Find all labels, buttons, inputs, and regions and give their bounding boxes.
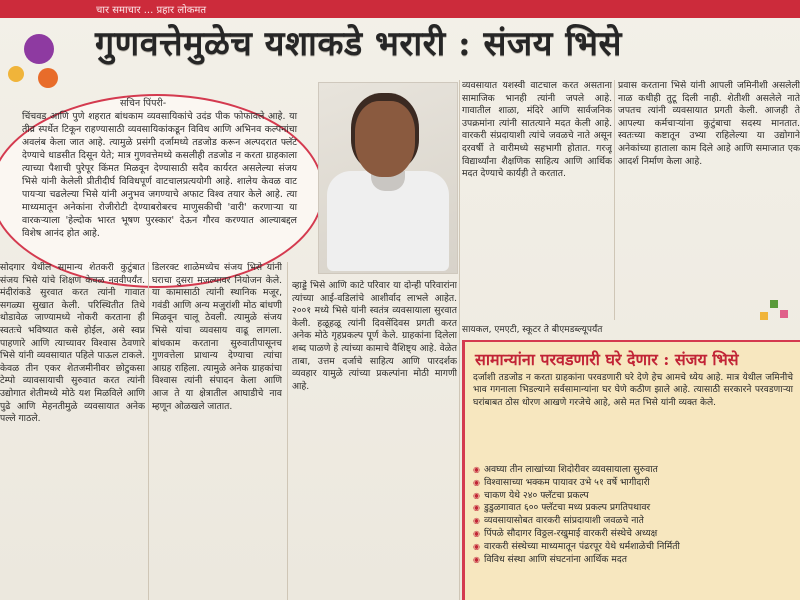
sidebar-list-item: ◉ व्यवसायासोबत वारकरी सांप्रदायाशी जवळचे नाते xyxy=(473,515,795,528)
sidebar-list xyxy=(473,464,795,566)
headline: गुणवत्तेमुळेच यशाकडे भरारी : संजय भिसे xyxy=(95,24,623,64)
decorative-square-yellow xyxy=(760,312,768,320)
column-text: डिलरक्ट शाळेमध्येच संजय भिसे यांनी घराचा दुसरा मजल्यावर नियोजन केले. या कामासाठी त्यांनी स्थानिक मजूर, गवंडी आणि अन्य मजुरांशी मोठ बांधणी मिळवून चालू ठेवली. त्यामुळे संजय भिसे यांचा व्यवसाय वाढू लागला. बांधकाम करताना सुरुवातीपासूनच गुणवत्तेला प्राधान्य देण्याचा त्यांचा आग्रह राहिला. त्यामुळे अनेक ग्राहकांचा विश्वास त्यांनी संपादन केला आणि आज ते या क्षेत्रातील आघाडीचे नाव म्हणून ओळखले जातात. xyxy=(152,262,282,412)
column-text: व्यवसायात यशस्वी वाटचाल करत असताना सामाजिक भानही त्यांनी जपले आहे. गावातील शाळा, मंदिरे आणि सार्वजनिक उपक्रमांना त्यांनी सातत्याने मदत केली आहे. वारकरी संप्रदायाशी त्यांचे जवळचे नाते असून दरवर्षी ते वारीमध्ये सहभागी होतात. गरजू विद्यार्थ्यांना शैक्षणिक साहित्य आणि आर्थिक मदत देण्याचे कार्यही ते करतात. xyxy=(462,80,612,180)
sidebar-list-item: ◉ अवघ्या तीन लाखांच्या शिदोरीवर व्यवसायाला सुरुवात xyxy=(473,464,795,477)
lead-text xyxy=(22,110,297,240)
column-divider xyxy=(287,262,288,600)
sidebar-list-item: ◉ वारकरी संस्थेच्या माध्यमातून पंढरपूर येथे धर्मशाळेची निर्मिती xyxy=(473,541,795,554)
sidebar-list-item: ◉ पिंपळे सौदागर विठ्ठल-रखुमाई वारकरी संस्थेचे अध्यक्ष xyxy=(473,528,795,541)
column-divider xyxy=(459,80,460,600)
decorative-square-pink xyxy=(780,310,788,318)
column-footer-line: सायकल, एमएटी, स्कूटर ते बीएमडब्ल्यूपर्यंत xyxy=(462,325,603,335)
top-strip xyxy=(0,0,800,18)
article-column-2 xyxy=(152,262,282,600)
article-column-1 xyxy=(0,262,145,600)
column-text: सोदगार येथील सामान्य शेतकरी कुटुंबात संजय भिसे यांचे शिक्षण केवळ नववीपर्यंत. मंदीरांकडे सुरवात करत त्यांनी गावात सगळ्या सुखात केली. परिस्थितीत तिथे थोडावेळ जाण्यामध्ये नोकरी करताना ही स्वतःचे भविष्यात कसे होईल, असे स्वप्न पाहणारे आणि त्याच्यावर विश्वास ठेवणारे भिसे यांनी व्यवसायात पहिले पाऊल टाकले. केवळ तीन एकर शेतजमीनीवर छोटुकसा टेम्पो व्यावसायाची सुरुवात करत त्यांनी उद्योगात शेतीमध्ये मोठे यश मिळविले आणि पुढे आणि मेहनतीमुळे व्यवसायात अनेक पल्ले गाठले. xyxy=(0,262,145,425)
decorative-square-green xyxy=(770,300,778,308)
bubble-purple xyxy=(24,34,54,64)
lead-dateline: सचिन पिंपरी- xyxy=(120,98,167,109)
column-divider xyxy=(614,80,615,320)
top-strip-label: चार समाचार ... प्रहार लोकमत xyxy=(96,5,207,16)
bubble-yellow xyxy=(8,66,24,82)
sidebar-list-item: ◉ विश्वासाच्या भक्कम पायावर उभे ५१ वर्षे भागीदारी xyxy=(473,477,795,490)
photo-face xyxy=(355,101,415,177)
column-text: व्हाड्डे भिसे आणि काटे परिवार या दोन्ही परिवारांना त्यांच्या आई-वडिलांचे आशीर्वाद लाभले आहेत. २००१ मध्ये भिसे यांनी स्वतंत्र व्यवसायाला सुरवात केली. हळूहळू त्यांनी दिवसेंदिवस प्रगती करत अनेक मोठे गृहप्रकल्प पूर्ण केले. ग्राहकांना दिलेला शब्द पाळणे हे त्यांच्या कामाचे वैशिष्ट्य आहे. वेळेत ताबा, उत्तम दर्जाचे साहित्य आणि पारदर्शक व्यवहार यामुळे त्यांच्या प्रकल्पांना मोठी मागणी आहे. xyxy=(292,280,457,392)
article-column-3 xyxy=(292,280,457,600)
sidebar-list-item: ◉ विविध संस्था आणि संघटनांना आर्थिक मदत xyxy=(473,554,795,567)
sidebar-title: सामान्यांना परवडणारी घरे देणार : संजय भिसे xyxy=(475,350,739,369)
sidebar-box xyxy=(462,340,800,600)
sidebar-list-item: ◉ डुडुळगावात ६०० फ्लॅटचा मध्य प्रकल्प प्रगतिपथावर xyxy=(473,502,795,515)
article-column-5 xyxy=(618,80,800,320)
sidebar-list-item: ◉ चाकण येथे २४० फ्लॅटचा प्रकल्प xyxy=(473,490,795,503)
column-divider xyxy=(148,262,149,600)
portrait-photo xyxy=(318,82,458,274)
sidebar-intro: दर्जाशी तडजोड न करता ग्राहकांना परवडणारी घरे देणे हेच आमचे ध्येय आहे. मात्र येथील जमिनीचे भाव गगनाला भिडल्याने सर्वसामान्यांना घर घेणे कठीण झाले आहे. त्यासाठी सरकारने परवडणाऱ्या घरांबाबत ठोस धोरण आखणे गरजेचे आहे, असे मत भिसे यांनी व्यक्त केले. xyxy=(473,373,793,408)
decorative-bubbles xyxy=(4,30,74,90)
column-text: प्रवास करताना भिसे यांनी आपली जमिनीशी असलेली नाळ कधीही तुटू दिली नाही. शेतीशी असलेले नाते जपतच त्यांनी व्यवसायात प्रगती केली. आजही ते आपल्या कर्मचाऱ्यांना कुटुंबाचा सदस्य मानतात. स्वतःच्या कष्टातून उभ्या राहिलेल्या या उद्योगाने अनेकांच्या हाताला काम दिले आहे आणि समाजात एक आदर्श निर्माण केला आहे. xyxy=(618,80,800,167)
lead-paragraph: चिंचवड आणि पुणे शहरात बांधकाम व्यवसायिकांचे उदंड पीक फोफावले आहे. या तीव्र स्पर्धेत टिकून राहण्यासाठी व्यवसायिकांकडून विविध आणि अभिनव कल्पनांचा अवलंब केला जात आहे. त्यामुळे प्रसंगी दर्जामध्ये तडजोड करून अल्पदरात फ्लॅट देण्याचे धाडसीत दिसून येते; मात्र गुणवत्तेमध्ये कसलीही तडजोड न करता ग्राहकाला त्याच्या पैशाची पुरेपूर किंमत मिळवून देण्यासाठी सदैव कार्यरत असलेल्या संजय भिसे यांनी केलेली प्रीतीदीर्घ विविधपूर्ण वाटचालप्रत्ययोगी आहे. शालेय केवळ वाट पायऱ्या चढलेल्या भिसे यांनी अनुभव जगण्याचे अफाट विश्व तयार केले आहे. त्या माध्यमातून अनेकांना रोजीरोटी देण्याबरोबरच माणुसकीची 'वारी' करणाऱ्या या वारकऱ्याला 'हेल्दोक भारत भूषण पुरस्कार' देऊन गौरव करण्यात आल्याबद्दल विशेष आनंद होत आहे. xyxy=(22,111,297,239)
article-column-4 xyxy=(462,80,612,320)
